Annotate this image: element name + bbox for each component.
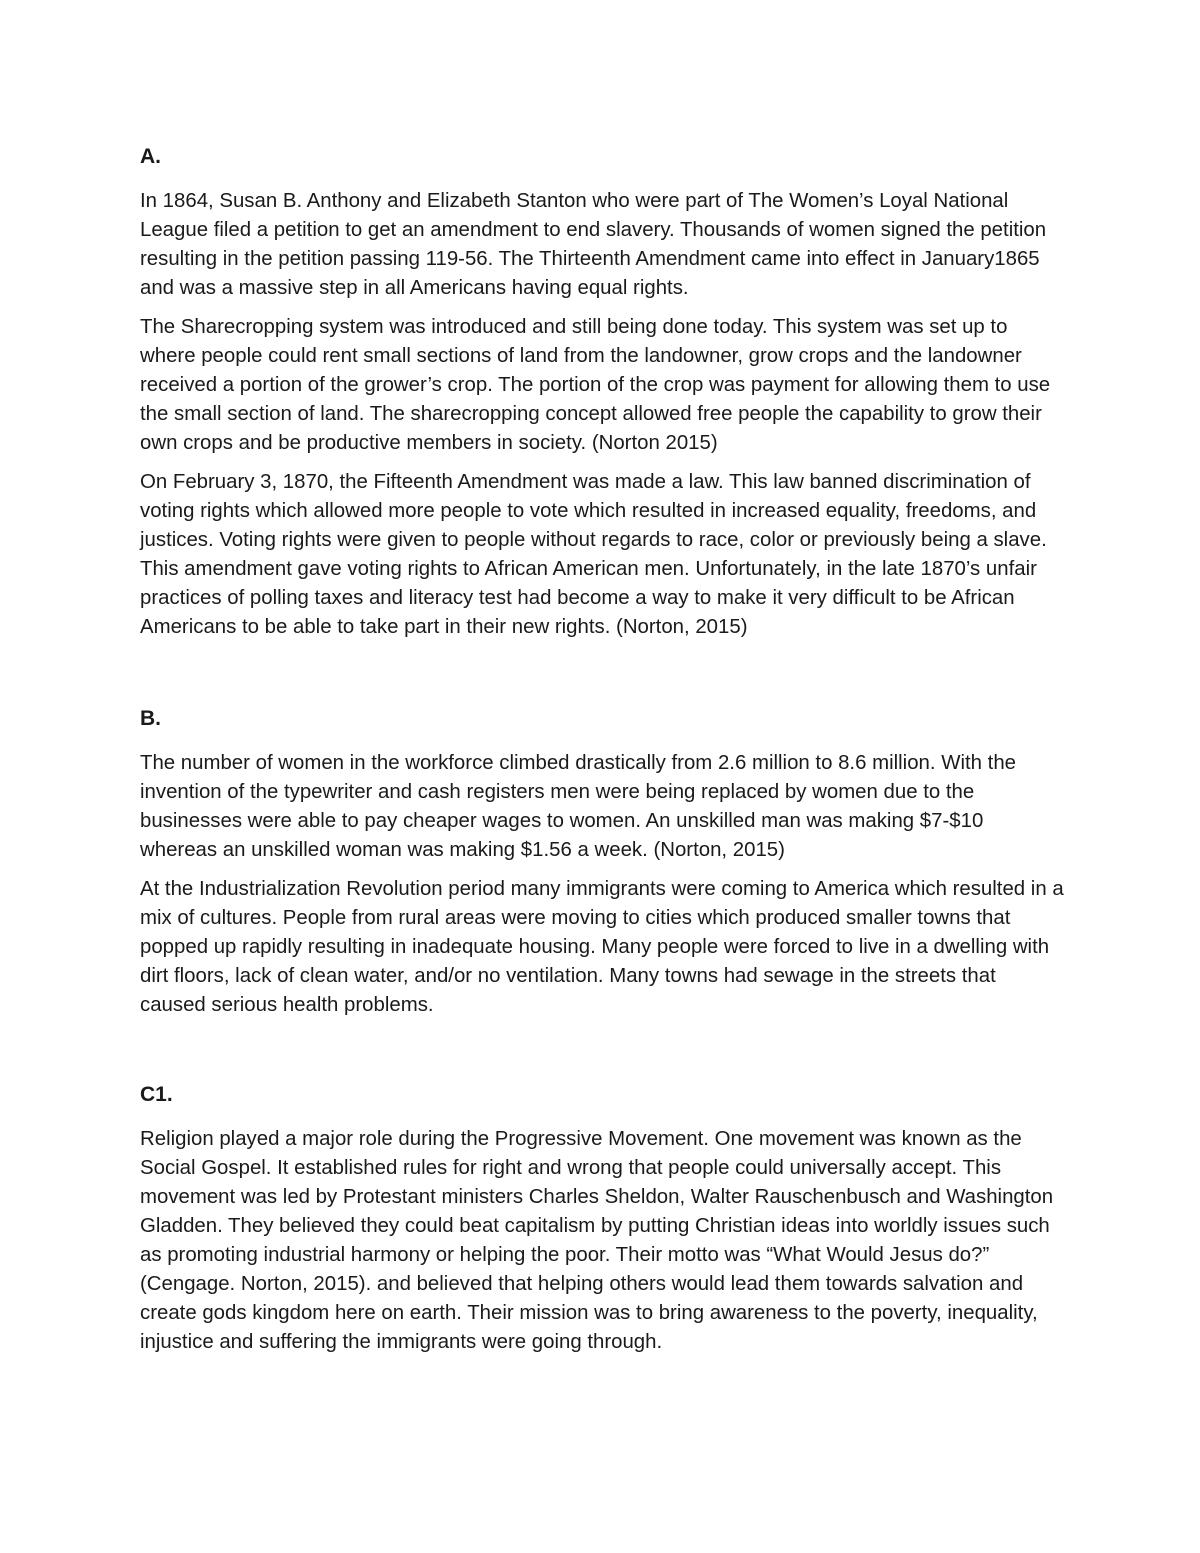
section-spacer [140, 1030, 1065, 1080]
section-b [140, 704, 1065, 1020]
section-heading: C1. [140, 1083, 173, 1106]
section-spacer [140, 652, 1065, 704]
section-heading: A. [140, 145, 161, 168]
paragraph: In 1864, Susan B. Anthony and Elizabeth Stanton who were part of The Women’s Loyal National League filed a petition to get an amendment to end slavery. Thousands of women signed the petition resulting in the petition passing 119-56. The Thirteenth Amendment came into effect in January1865 and was a massive step in all Americans having equal rights. [140, 190, 1047, 299]
paragraph: On February 3, 1870, the Fifteenth Amendment was made a law. This law banned discrimination of voting rights which allowed more people to vote which resulted in increased equality, freedoms, and justices. Voting rights were given to people without regards to race, color or previously being a slave. This amendment gave voting rights to African American men. Unfortunately, in the late 1870’s unfair practices of polling taxes and literacy test had become a way to make it very difficult to be African Americans to be able to take part in their new rights. (Norton, 2015) [140, 471, 1047, 638]
document-page [140, 142, 1065, 1367]
paragraph: The number of women in the workforce climbed drastically from 2.6 million to 8.6 million. With the invention of the typewriter and cash registers men were being replaced by women due to the businesses were able to pay cheaper wages to women. An unskilled man was making $7-$10 whereas an unskilled woman was making $1.56 a week. (Norton, 2015) [140, 752, 1017, 861]
paragraph: At the Industrialization Revolution period many immigrants were coming to America which resulted in a mix of cultures. People from rural areas were moving to cities which produced smaller towns that popped up rapidly resulting in inadequate housing. Many people were forced to live in a dwelling with dirt floors, lack of clean water, and/or no ventilation. Many towns had sewage in the streets that caused serious health problems. [140, 878, 1064, 1016]
section-heading: B. [140, 707, 161, 730]
section-a [140, 142, 1065, 642]
section-c1 [140, 1080, 1065, 1357]
paragraph: Religion played a major role during the Progressive Movement. One movement was known as the Social Gospel. It established rules for right and wrong that people could universally accept. This movement was led by Protestant ministers Charles Sheldon, Walter Rauschenbusch and Washington Gladden. They believed they could beat capitalism by putting Christian ideas into worldly issues such as promoting industrial harmony or helping the poor. Their motto was “What Would Jesus do?” (Cengage. Norton, 2015). and believed that helping others would lead them towards salvation and create gods kingdom here on earth. Their mission was to bring awareness to the poverty, inequality, injustice and suffering the immigrants were going through. [140, 1128, 1054, 1353]
paragraph: The Sharecropping system was introduced and still being done today. This system was set up to where people could rent small sections of land from the landowner, grow crops and the landowner received a portion of the grower’s crop. The portion of the crop was payment for allowing them to use the small section of land. The sharecropping concept allowed free people the capability to grow their own crops and be productive members in society. (Norton 2015) [140, 316, 1051, 454]
